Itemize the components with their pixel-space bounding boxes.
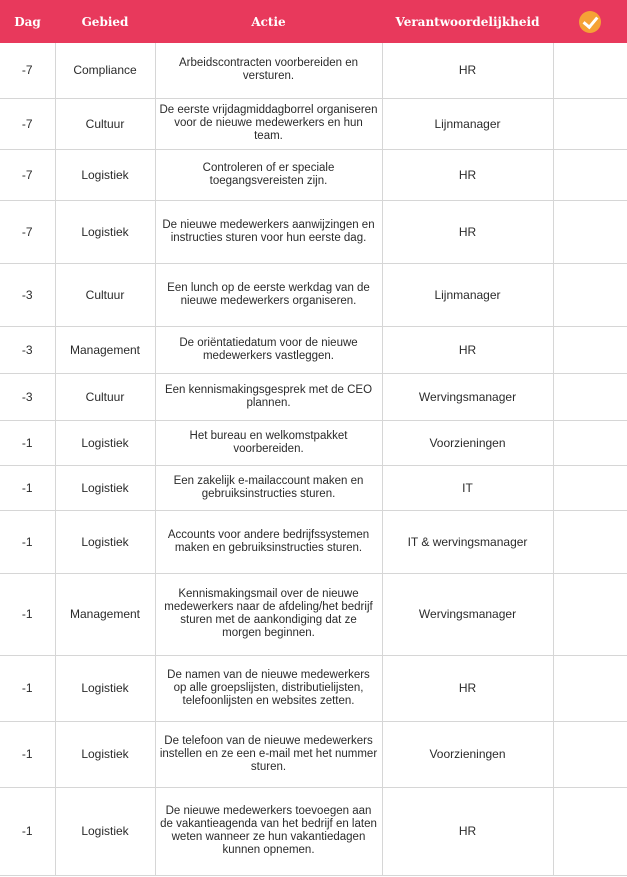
table-row xyxy=(0,373,627,420)
cell-check[interactable] xyxy=(553,149,627,200)
checkmark-icon xyxy=(579,11,601,33)
cell-gebied: Logistiek xyxy=(55,655,155,721)
cell-gebied: Logistiek xyxy=(55,721,155,787)
cell-verantwoordelijkheid: HR xyxy=(382,200,553,263)
cell-actie: Een kennismakingsgesprek met de CEO plannen. xyxy=(155,373,382,420)
cell-check[interactable] xyxy=(553,373,627,420)
table-row xyxy=(0,420,627,465)
cell-verantwoordelijkheid: Voorzieningen xyxy=(382,721,553,787)
table-row xyxy=(0,149,627,200)
cell-verantwoordelijkheid: Lijnmanager xyxy=(382,263,553,326)
cell-check[interactable] xyxy=(553,98,627,149)
cell-actie: Arbeidscontracten voorbereiden en versturen. xyxy=(155,43,382,98)
table-body xyxy=(0,43,627,875)
cell-gebied: Logistiek xyxy=(55,200,155,263)
cell-gebied: Logistiek xyxy=(55,465,155,510)
cell-dag: -1 xyxy=(0,420,55,465)
table-row xyxy=(0,326,627,373)
header-gebied: Gebied xyxy=(55,0,155,43)
cell-verantwoordelijkheid: HR xyxy=(382,655,553,721)
cell-verantwoordelijkheid: Wervingsmanager xyxy=(382,573,553,655)
table-row xyxy=(0,721,627,787)
cell-gebied: Compliance xyxy=(55,43,155,98)
cell-dag: -1 xyxy=(0,787,55,875)
cell-actie: De namen van de nieuwe medewerkers op alle groepslijsten, distributielijsten, telefoonlijsten en websites zetten. xyxy=(155,655,382,721)
cell-dag: -1 xyxy=(0,510,55,573)
cell-check[interactable] xyxy=(553,200,627,263)
cell-actie: De nieuwe medewerkers toevoegen aan de vakantieagenda van het bedrijf en laten weten wanneer ze hun vakantiedagen kunnen opnemen. xyxy=(155,787,382,875)
table-header-row xyxy=(0,0,627,43)
cell-gebied: Management xyxy=(55,573,155,655)
cell-verantwoordelijkheid: Voorzieningen xyxy=(382,420,553,465)
table-row xyxy=(0,510,627,573)
cell-gebied: Cultuur xyxy=(55,263,155,326)
cell-dag: -7 xyxy=(0,149,55,200)
table-row xyxy=(0,200,627,263)
cell-actie: De telefoon van de nieuwe medewerkers instellen en ze een e-mail met het nummer sturen. xyxy=(155,721,382,787)
cell-check[interactable] xyxy=(553,43,627,98)
cell-check[interactable] xyxy=(553,655,627,721)
cell-verantwoordelijkheid: HR xyxy=(382,326,553,373)
cell-check[interactable] xyxy=(553,326,627,373)
cell-gebied: Logistiek xyxy=(55,420,155,465)
cell-actie: Accounts voor andere bedrijfssystemen maken en gebruiksinstructies sturen. xyxy=(155,510,382,573)
cell-dag: -1 xyxy=(0,721,55,787)
cell-actie: Kennismakingsmail over de nieuwe medewerkers naar de afdeling/het bedrijf sturen met de aankondiging dat ze morgen beginnen. xyxy=(155,573,382,655)
cell-dag: -7 xyxy=(0,98,55,149)
header-actie: Actie xyxy=(155,0,382,43)
cell-actie: Het bureau en welkomstpakket voorbereiden. xyxy=(155,420,382,465)
cell-verantwoordelijkheid: HR xyxy=(382,787,553,875)
cell-gebied: Logistiek xyxy=(55,510,155,573)
cell-dag: -3 xyxy=(0,326,55,373)
header-verantwoordelijkheid: Verantwoordelijkheid xyxy=(382,0,553,43)
cell-dag: -1 xyxy=(0,573,55,655)
cell-actie: De eerste vrijdagmiddagborrel organiseren voor de nieuwe medewerkers en hun team. xyxy=(155,98,382,149)
cell-dag: -1 xyxy=(0,655,55,721)
header-check xyxy=(553,0,627,43)
table-row xyxy=(0,655,627,721)
cell-check[interactable] xyxy=(553,721,627,787)
cell-check[interactable] xyxy=(553,263,627,326)
cell-check[interactable] xyxy=(553,573,627,655)
cell-verantwoordelijkheid: IT xyxy=(382,465,553,510)
table-row xyxy=(0,787,627,875)
cell-check[interactable] xyxy=(553,510,627,573)
cell-verantwoordelijkheid: Wervingsmanager xyxy=(382,373,553,420)
header-dag: Dag xyxy=(0,0,55,43)
cell-verantwoordelijkheid: HR xyxy=(382,149,553,200)
table-row xyxy=(0,465,627,510)
cell-dag: -3 xyxy=(0,373,55,420)
cell-actie: Controleren of er speciale toegangsvereisten zijn. xyxy=(155,149,382,200)
cell-verantwoordelijkheid: IT & wervingsmanager xyxy=(382,510,553,573)
cell-gebied: Management xyxy=(55,326,155,373)
table-row xyxy=(0,98,627,149)
cell-gebied: Cultuur xyxy=(55,98,155,149)
cell-gebied: Cultuur xyxy=(55,373,155,420)
cell-check[interactable] xyxy=(553,420,627,465)
table-row xyxy=(0,263,627,326)
cell-check[interactable] xyxy=(553,465,627,510)
cell-actie: De oriëntatiedatum voor de nieuwe medewerkers vastleggen. xyxy=(155,326,382,373)
cell-gebied: Logistiek xyxy=(55,787,155,875)
cell-check[interactable] xyxy=(553,787,627,875)
cell-verantwoordelijkheid: Lijnmanager xyxy=(382,98,553,149)
cell-actie: Een zakelijk e-mailaccount maken en gebruiksinstructies sturen. xyxy=(155,465,382,510)
cell-dag: -7 xyxy=(0,200,55,263)
table-row xyxy=(0,573,627,655)
cell-dag: -7 xyxy=(0,43,55,98)
cell-actie: Een lunch op de eerste werkdag van de nieuwe medewerkers organiseren. xyxy=(155,263,382,326)
cell-dag: -3 xyxy=(0,263,55,326)
table-row xyxy=(0,43,627,98)
cell-gebied: Logistiek xyxy=(55,149,155,200)
cell-actie: De nieuwe medewerkers aanwijzingen en instructies sturen voor hun eerste dag. xyxy=(155,200,382,263)
cell-verantwoordelijkheid: HR xyxy=(382,43,553,98)
cell-dag: -1 xyxy=(0,465,55,510)
